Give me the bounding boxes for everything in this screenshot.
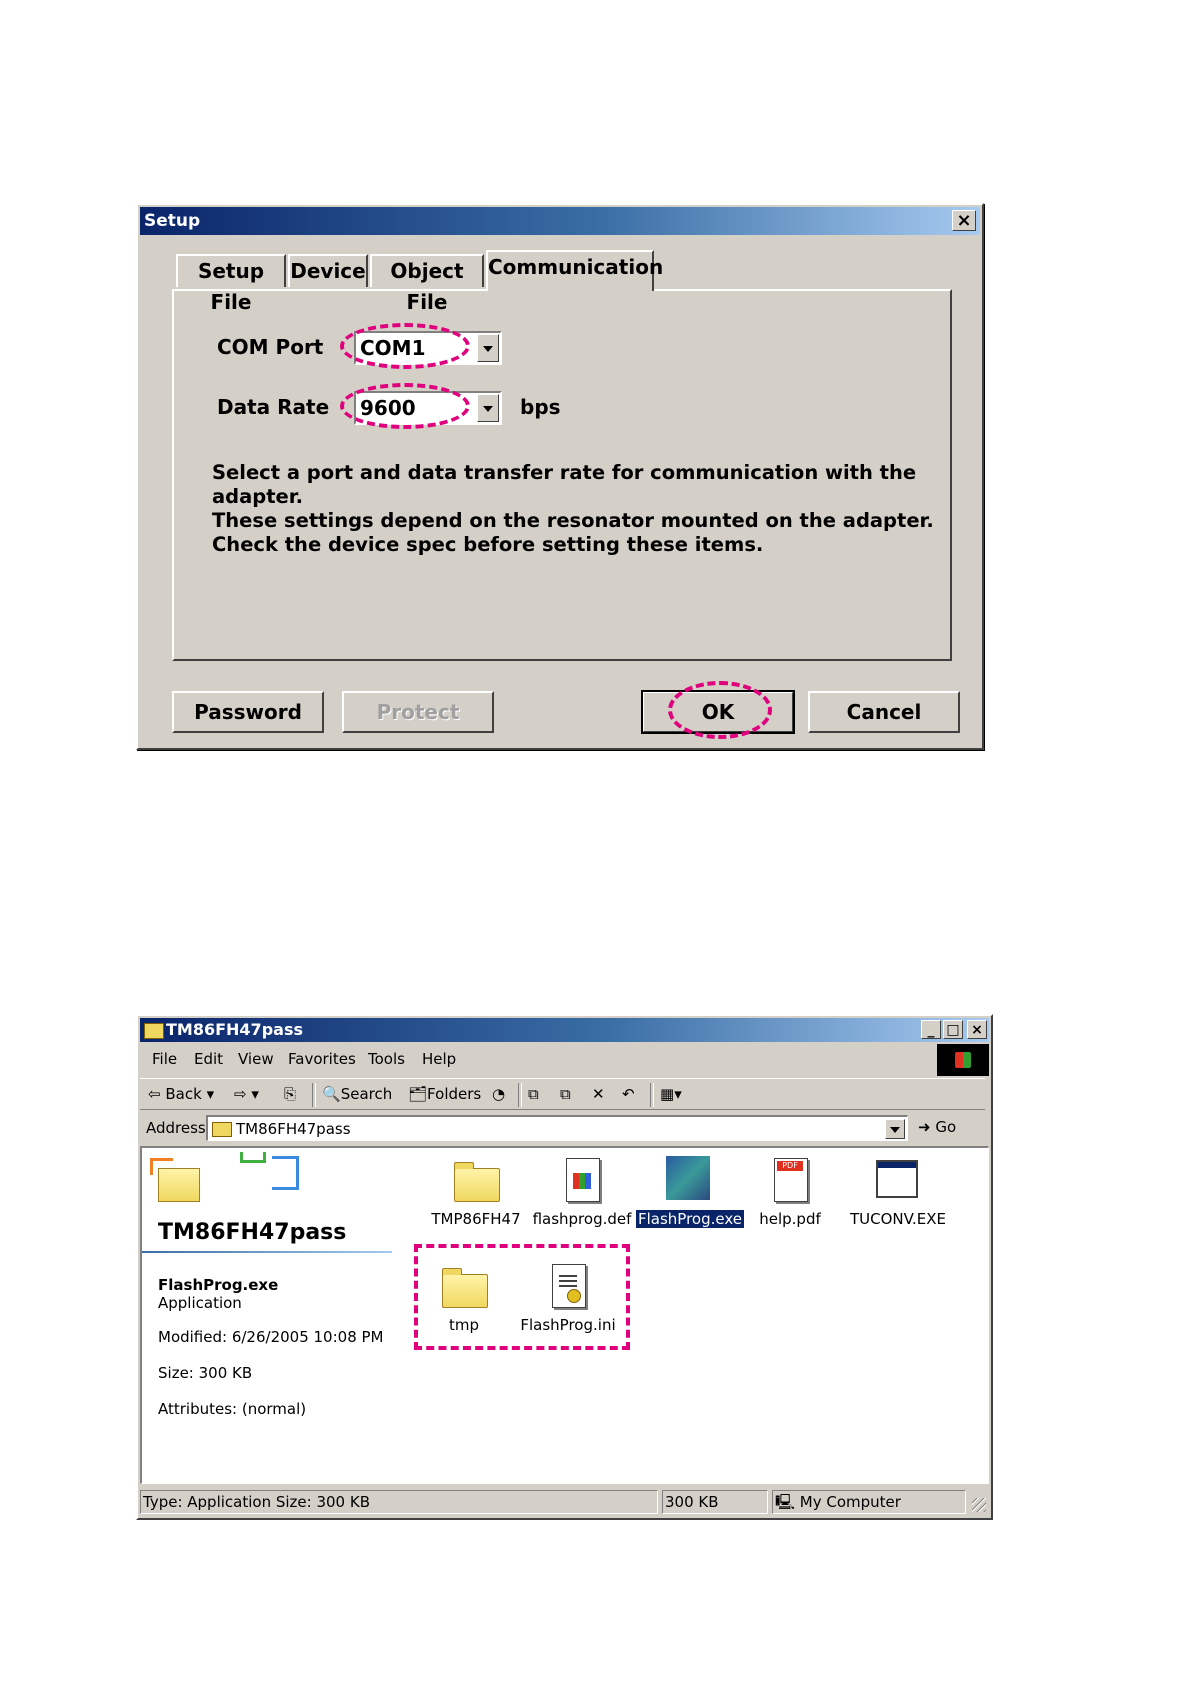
exe-app-icon [664, 1156, 712, 1204]
folders-icon: 🗂 [408, 1085, 428, 1103]
folder-content [140, 1146, 989, 1484]
back-button[interactable] [148, 1085, 214, 1103]
delete-icon[interactable]: ✕ [592, 1085, 605, 1103]
selected-file-name: FlashProg.exe [158, 1276, 279, 1294]
com-port-label: COM Port [217, 335, 324, 359]
folders-button[interactable] [408, 1085, 481, 1103]
tab-device[interactable]: Device [288, 254, 368, 287]
data-rate-label: Data Rate [217, 395, 330, 419]
toolbar-separator [518, 1083, 522, 1107]
toolbar [140, 1078, 985, 1110]
file-item-flashprog-ini[interactable] [516, 1262, 620, 1334]
file-label: flashprog.def [532, 1210, 632, 1228]
chevron-down-icon: ▾ [674, 1085, 682, 1103]
folder-icon [452, 1156, 500, 1204]
views-button[interactable] [660, 1085, 682, 1103]
file-item-tmp86fh47[interactable] [424, 1156, 528, 1228]
status-bar [140, 1488, 989, 1516]
move-to-icon[interactable]: ⧉ [528, 1085, 539, 1103]
close-button[interactable]: × [967, 1020, 987, 1039]
resize-grip-icon[interactable] [970, 1494, 986, 1512]
maximize-button[interactable]: □ [943, 1020, 963, 1039]
ini-settings-file-icon [544, 1262, 592, 1310]
com-port-value: COM1 [360, 336, 426, 360]
window-app-icon [874, 1156, 922, 1204]
windows-logo-icon [937, 1044, 989, 1076]
go-label: Go [935, 1118, 957, 1136]
arrow-left-icon: ⇦ [148, 1085, 161, 1103]
selected-file-type: Application [158, 1294, 242, 1312]
address-input[interactable] [206, 1115, 908, 1141]
info-line: These settings depend on the resonator mounted on the adapter. [212, 509, 934, 532]
folder-heading: TM86FH47pass [158, 1220, 347, 1245]
file-label: FlashProg.exe [638, 1210, 743, 1228]
chevron-down-icon[interactable] [477, 334, 499, 362]
info-line: Select a port and data transfer rate for communication with the adapter. [212, 461, 917, 508]
selected-file-modified: Modified: 6/26/2005 10:08 PM [158, 1328, 384, 1346]
toolbar-separator [312, 1083, 316, 1107]
selected-file-attributes: Attributes: (normal) [158, 1400, 307, 1418]
chevron-down-icon[interactable]: ▾ [206, 1085, 215, 1103]
explorer-title-bar[interactable] [140, 1018, 989, 1042]
status-zone [772, 1490, 966, 1514]
com-port-select[interactable] [354, 331, 502, 365]
go-button[interactable] [918, 1118, 956, 1136]
search-button[interactable] [322, 1085, 392, 1103]
up-folder-icon[interactable]: ⎘ [284, 1085, 297, 1103]
close-button[interactable]: × [952, 210, 976, 231]
setup-title: Setup [144, 211, 201, 231]
toolbar-separator [650, 1083, 654, 1107]
menu-help[interactable]: Help [422, 1050, 457, 1068]
file-label: TUCONV.EXE [850, 1210, 946, 1228]
chevron-down-icon[interactable] [477, 394, 499, 422]
data-rate-select[interactable] [354, 391, 502, 425]
history-icon[interactable]: ◔ [492, 1085, 506, 1103]
chevron-down-icon[interactable] [885, 1119, 905, 1139]
explorer-title: TM86FH47pass [166, 1020, 303, 1039]
pdf-file-icon: PDF [766, 1156, 814, 1204]
undo-icon[interactable]: ↶ [622, 1085, 635, 1103]
tab-object-file[interactable]: Object File [370, 254, 484, 287]
my-computer-icon: 🖳 [775, 1493, 796, 1511]
folder-banner-icon [146, 1152, 296, 1212]
protect-button[interactable]: Protect [342, 691, 494, 733]
menu-view[interactable]: View [238, 1050, 274, 1068]
address-label: Address [146, 1119, 206, 1137]
folders-label: Folders [427, 1085, 482, 1103]
menu-tools[interactable]: Tools [368, 1050, 405, 1068]
forward-button[interactable] [234, 1085, 259, 1103]
menu-favorites[interactable]: Favorites [288, 1050, 356, 1068]
folder-icon [144, 1023, 164, 1039]
def-file-icon [558, 1156, 606, 1204]
views-icon: ▦ [660, 1085, 675, 1103]
chevron-down-icon[interactable]: ▾ [251, 1085, 259, 1103]
file-item-tuconv-exe[interactable] [846, 1156, 950, 1228]
info-text [212, 461, 982, 557]
folder-icon [440, 1262, 488, 1310]
file-item-help-pdf[interactable] [738, 1156, 842, 1228]
explorer-window [136, 1014, 993, 1520]
heading-divider [142, 1251, 392, 1253]
password-button[interactable]: Password [172, 691, 324, 733]
folder-icon [212, 1122, 232, 1137]
status-zone-label: My Computer [799, 1493, 901, 1511]
cancel-button[interactable]: Cancel [808, 691, 960, 733]
search-icon: 🔍 [322, 1085, 341, 1103]
file-label: TMP86FH47 [431, 1210, 521, 1228]
go-arrow-icon: ➜ [918, 1118, 931, 1136]
selected-file-size: Size: 300 KB [158, 1364, 253, 1382]
status-type-size: Type: Application Size: 300 KB [140, 1490, 658, 1514]
menu-bar [140, 1046, 970, 1072]
file-label: tmp [448, 1316, 479, 1334]
minimize-button[interactable]: _ [921, 1020, 941, 1039]
status-size: 300 KB [662, 1490, 768, 1514]
menu-file[interactable]: File [152, 1050, 178, 1068]
data-rate-unit: bps [520, 395, 561, 419]
setup-dialog [136, 203, 984, 750]
file-item-flashprog-def[interactable] [530, 1156, 634, 1228]
tab-communication[interactable]: Communication [486, 250, 654, 291]
menu-edit[interactable]: Edit [194, 1050, 224, 1068]
data-rate-value: 9600 [360, 396, 416, 420]
copy-to-icon[interactable]: ⧉ [560, 1085, 571, 1103]
back-label: Back [165, 1085, 202, 1103]
file-item-flashprog-exe[interactable] [636, 1156, 743, 1228]
address-bar [140, 1112, 985, 1142]
ok-button[interactable]: OK [642, 691, 794, 733]
search-label: Search [340, 1085, 393, 1103]
file-label: help.pdf [759, 1210, 821, 1228]
tab-setup-file[interactable]: Setup File [176, 254, 286, 287]
address-value: TM86FH47pass [236, 1120, 351, 1138]
file-label: FlashProg.ini [520, 1316, 616, 1334]
setup-title-bar[interactable] [140, 207, 980, 235]
info-line: Check the device spec before setting these items. [212, 533, 764, 556]
file-item-tmp[interactable] [412, 1262, 516, 1334]
arrow-right-icon: ⇨ [234, 1085, 247, 1103]
